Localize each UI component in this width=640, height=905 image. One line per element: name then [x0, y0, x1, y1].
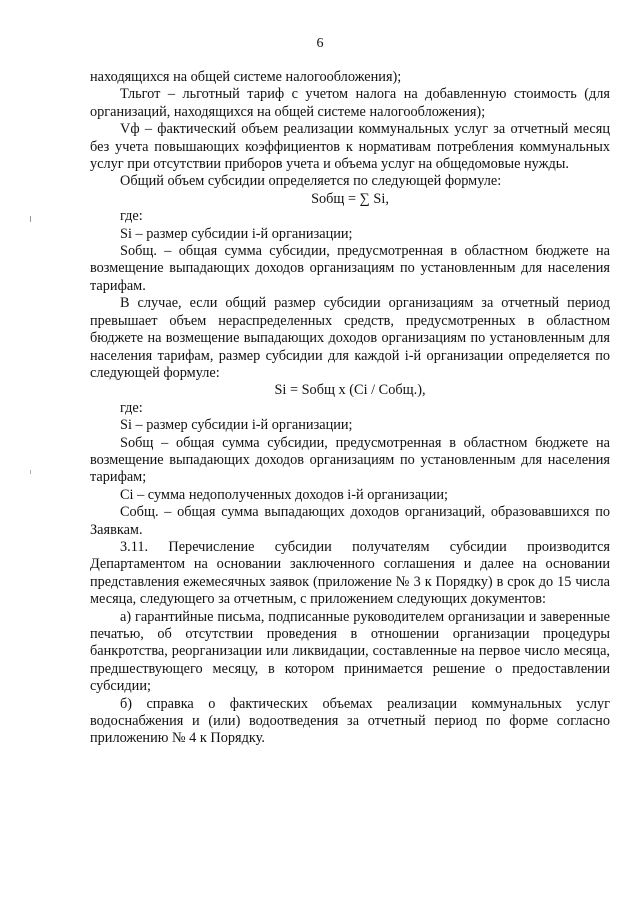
paragraph: Собщ. – общая сумма выпадающих доходов организаций, образовавшихся по Заявкам. — [90, 504, 610, 538]
paragraph: б) справка о фактических объемах реализации коммунальных услуг водоснабжения и (или) водоотведения за отчетный период по форме согласно приложению № 4 к Порядку. — [90, 695, 610, 747]
document-body — [90, 69, 610, 748]
paragraph: Тльгот – льготный тариф с учетом налога на добавленную стоимость (для организаций, находящихся на общей системе налогообложения); — [90, 86, 610, 120]
paragraph: Si – размер субсидии i-й организации; — [120, 225, 353, 242]
paragraph: 3.11. Перечисление субсидии получателям субсидии производится Департаментом на основании заключенного соглашения и далее на основании представления ежемесячных заявок (приложение № 3 к Порядку) в срок до 15 числа месяца, следующего за отчетным, с приложением следующих документов: — [90, 538, 610, 608]
paragraph: Vф – фактический объем реализации коммунальных услуг за отчетный месяц без учета повышающих коэффициентов к нормативам потребления коммунальных услуг при отсутствии приборов учета и объема услуг на общедомовые нужды. — [90, 121, 610, 173]
paragraph: Si – размер субсидии i-й организации; — [120, 417, 353, 434]
paragraph: Sобщ – общая сумма субсидии, предусмотренная в областном бюджете на возмещение выпадающих доходов организациям по установленным для населения тарифам; — [90, 434, 610, 486]
formula-per-organization: Si = Sобщ х (Сi / Собщ.), — [274, 382, 426, 399]
page-number: 6 — [316, 36, 324, 51]
scan-artifact — [30, 470, 31, 474]
paragraph: находящихся на общей системе налогообложения); — [90, 69, 402, 85]
paragraph: Sобщ. – общая сумма субсидии, предусмотренная в областном бюджете на возмещение выпадающих доходов организациям по установленным для населения тарифам. — [90, 243, 610, 294]
paragraph: где: — [120, 399, 143, 416]
scan-artifact — [30, 216, 31, 222]
paragraph: где: — [120, 208, 143, 225]
paragraph: В случае, если общий размер субсидии организациям за отчетный период превышает объем нераспределенных средств, предусмотренных в областном бюджете на возмещение выпадающих доходов организациям по установленным для населения тарифам, размер субсидии для каждой i-й организации определяется по следующей формуле: — [90, 295, 610, 381]
formula-total: Sобщ = ∑ Si, — [311, 190, 389, 207]
paragraph: Сi – сумма недополученных доходов i-й организации; — [120, 486, 448, 503]
paragraph: Общий объем субсидии определяется по следующей формуле: — [120, 173, 502, 190]
paragraph: а) гарантийные письма, подписанные руководителем организации и заверенные печатью, об отсутствии проведения в отношении организации процедуры банкротства, реорганизации или ликвидации, составленные на первое число месяца, предшествующего месяцу, в котором принимается решение о предоставлении субсидии; — [90, 608, 610, 695]
